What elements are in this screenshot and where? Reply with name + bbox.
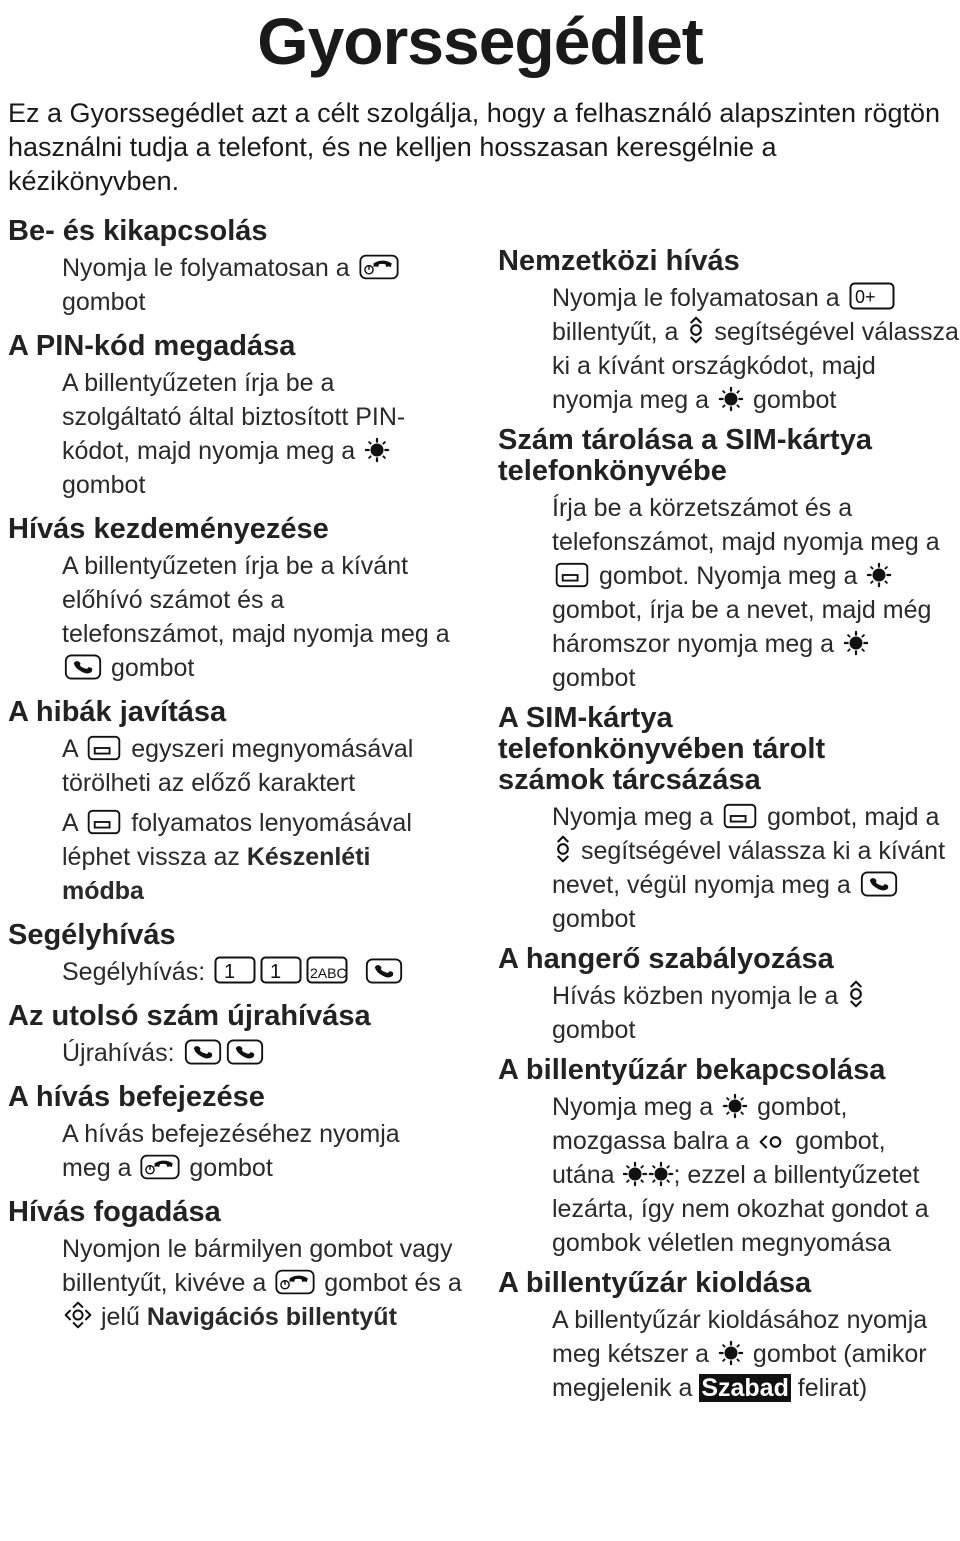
section-body <box>62 732 452 908</box>
section-errors <box>8 695 478 908</box>
body-text: segítségével válassza ki a kívánt országkódot, majd nyomja meg a <box>552 318 959 414</box>
svg-text:1: 1 <box>270 961 282 983</box>
section-heading: Nemzetközi hívás <box>498 245 740 277</box>
body-text: Nyomja meg a <box>552 803 714 831</box>
ok-key-icon <box>648 1161 674 1187</box>
body-keyword: Készenléti módba <box>62 843 371 905</box>
up-down-key-icon <box>847 980 865 1008</box>
body-text: A billentyűzeten írja be a szolgáltató által biztosított PIN-kódot, majd nyomja meg a <box>62 369 406 465</box>
left-key-icon <box>758 1131 786 1153</box>
ok-key-icon <box>718 1340 744 1366</box>
left-softkey-icon <box>722 803 758 829</box>
call-key-icon <box>365 958 403 984</box>
ok-key-icon <box>722 1093 748 1119</box>
section-heading: A hívás befejezése <box>8 1081 265 1113</box>
section-heading: A hangerő szabályozása <box>498 943 834 975</box>
body-text: felirat) <box>797 1374 868 1402</box>
body-text: Hívás közben nyomja le a <box>552 982 839 1010</box>
body-text: Nyomja le folyamatosan a <box>552 284 840 312</box>
zero-plus-key-icon <box>849 282 895 310</box>
end-power-key-icon <box>275 1269 315 1295</box>
section-redial <box>8 999 478 1070</box>
section-body <box>552 1303 960 1405</box>
section-sim-dial <box>498 703 960 936</box>
svg-text:0+: 0+ <box>854 287 876 307</box>
section-body <box>552 1090 952 1260</box>
section-body <box>62 1232 462 1334</box>
body-text: gombot (amikor megjelenik a <box>552 1340 927 1402</box>
body-text: gombot <box>189 1154 273 1182</box>
section-body <box>62 1117 452 1185</box>
section-body <box>62 251 478 319</box>
section-sim-store <box>498 425 960 695</box>
digit-1-key-icon <box>260 956 302 984</box>
section-heading: Hívás kezdeményezése <box>8 513 329 545</box>
svg-text:1: 1 <box>224 961 236 983</box>
body-text: Segélyhívás: <box>62 958 206 986</box>
section-heading: A SIM-kártya telefonkönyvében tárolt számok tárcsázása <box>498 702 826 796</box>
clear-key-icon <box>86 735 122 761</box>
call-key-icon <box>226 1039 264 1065</box>
body-text: A billentyűzár kioldásához nyomja meg kétszer a <box>552 1306 928 1368</box>
section-heading: A PIN-kód megadása <box>8 330 296 362</box>
call-key-icon <box>860 871 898 897</box>
ok-key-icon <box>718 386 744 412</box>
end-power-key-icon <box>359 254 399 280</box>
section-heading: A hibák javítása <box>8 696 227 728</box>
body-text: A billentyűzeten írja be a kívánt előhívó számot és a telefonszámot, majd nyomja meg a <box>62 552 450 648</box>
body-text: gombot <box>62 471 146 499</box>
section-pin <box>8 329 478 502</box>
section-intl-call <box>498 246 960 417</box>
display-text-highlight: Szabad <box>701 1374 789 1402</box>
digit-1-key-icon <box>214 956 256 984</box>
section-body <box>62 1036 478 1070</box>
section-body <box>552 281 960 417</box>
body-text: A <box>62 735 78 763</box>
body-text: Újrahívás: <box>62 1039 175 1067</box>
section-volume <box>498 944 960 1047</box>
svg-text:2ABC: 2ABC <box>310 965 347 981</box>
section-body <box>62 366 432 502</box>
clear-key-icon <box>86 809 122 835</box>
body-text: gombot <box>552 1016 636 1044</box>
section-heading: Szám tárolása a SIM-kártya telefonkönyvébe <box>498 424 872 487</box>
left-column <box>8 214 478 1344</box>
end-power-key-icon <box>140 1154 180 1180</box>
body-text: A hívás befejezéséhez nyomja meg a <box>62 1120 400 1182</box>
body-text: ; ezzel a billentyűzetet lezárta, így nem okozhat gondot a gombok véletlen megnyomása <box>552 1161 929 1257</box>
body-text: gombot <box>752 386 837 414</box>
body-text: Nyomja meg a <box>552 1093 714 1121</box>
page-title: Gyorssegédlet <box>257 4 703 78</box>
section-heading: Be- és kikapcsolás <box>8 215 268 247</box>
section-body <box>62 955 478 989</box>
section-emergency <box>8 918 478 989</box>
section-body <box>552 979 912 1047</box>
section-call <box>8 512 478 685</box>
body-text: folyamatos lenyomásával léphet vissza az <box>62 809 412 871</box>
section-heading: Hívás fogadása <box>8 1196 221 1228</box>
body-text: Nyomjon le bármilyen gombot vagy billentyűt, kivéve a <box>62 1235 453 1297</box>
ok-key-icon <box>364 437 390 463</box>
body-text: Írja be a körzetszámot és a telefonszámot, majd nyomja meg a <box>552 494 940 556</box>
navigation-key-icon <box>64 1301 92 1329</box>
call-key-icon <box>64 654 102 680</box>
up-down-key-icon <box>687 316 705 344</box>
call-key-icon <box>184 1039 222 1065</box>
body-text: gombot <box>110 654 195 682</box>
section-end-call <box>8 1080 478 1185</box>
up-down-key-icon <box>554 835 572 863</box>
body-text: gombot, utána <box>552 1127 886 1189</box>
body-text: billentyűt, a <box>552 318 679 346</box>
body-keyword: Navigációs billentyűt <box>146 1303 397 1331</box>
body-text: gombot <box>552 664 636 692</box>
body-text: segítségével válassza ki a kívánt nevet, végül nyomja meg a <box>552 837 946 899</box>
body-text: gombot. Nyomja meg a <box>598 562 858 590</box>
body-text: gombot <box>62 288 146 316</box>
ok-key-icon <box>622 1161 648 1187</box>
section-body <box>552 491 952 695</box>
section-heading: Segélyhívás <box>8 919 176 951</box>
right-column <box>498 246 960 1413</box>
section-answer <box>8 1195 478 1334</box>
body-text: gombot, majd a <box>767 803 940 831</box>
section-power <box>8 214 478 319</box>
section-heading: Az utolsó szám újrahívása <box>8 1000 371 1032</box>
section-keylock-off <box>498 1268 960 1405</box>
intro-text: Ez a Gyorssegédlet azt a célt szolgálja, hogy a felhasználó alapszinten rögtön használni tudja a telefont, és ne kelljen hosszasan keresgélnie a kézikönyvben. <box>8 98 941 196</box>
body-text: egyszeri megnyomásával törölheti az előző karaktert <box>62 735 414 797</box>
ok-key-icon <box>843 630 869 656</box>
body-text: jelű <box>100 1303 140 1331</box>
left-softkey-icon <box>554 562 590 588</box>
section-heading: A billentyűzár kioldása <box>498 1267 812 1299</box>
section-heading: A billentyűzár bekapcsolása <box>498 1054 886 1086</box>
body-text: A <box>62 809 78 837</box>
body-text: gombot <box>552 905 636 933</box>
body-text: gombot, írja be a nevet, majd még háromszor nyomja meg a <box>552 596 932 658</box>
body-text: gombot, mozgassa balra a <box>552 1093 848 1155</box>
digit-2-key-icon <box>306 956 348 984</box>
section-body <box>552 800 956 936</box>
section-body <box>62 549 452 685</box>
section-keylock-on <box>498 1055 960 1260</box>
body-text: Nyomja le folyamatosan a <box>62 254 350 282</box>
body-text: gombot és a <box>324 1269 462 1297</box>
ok-key-icon <box>866 562 892 588</box>
